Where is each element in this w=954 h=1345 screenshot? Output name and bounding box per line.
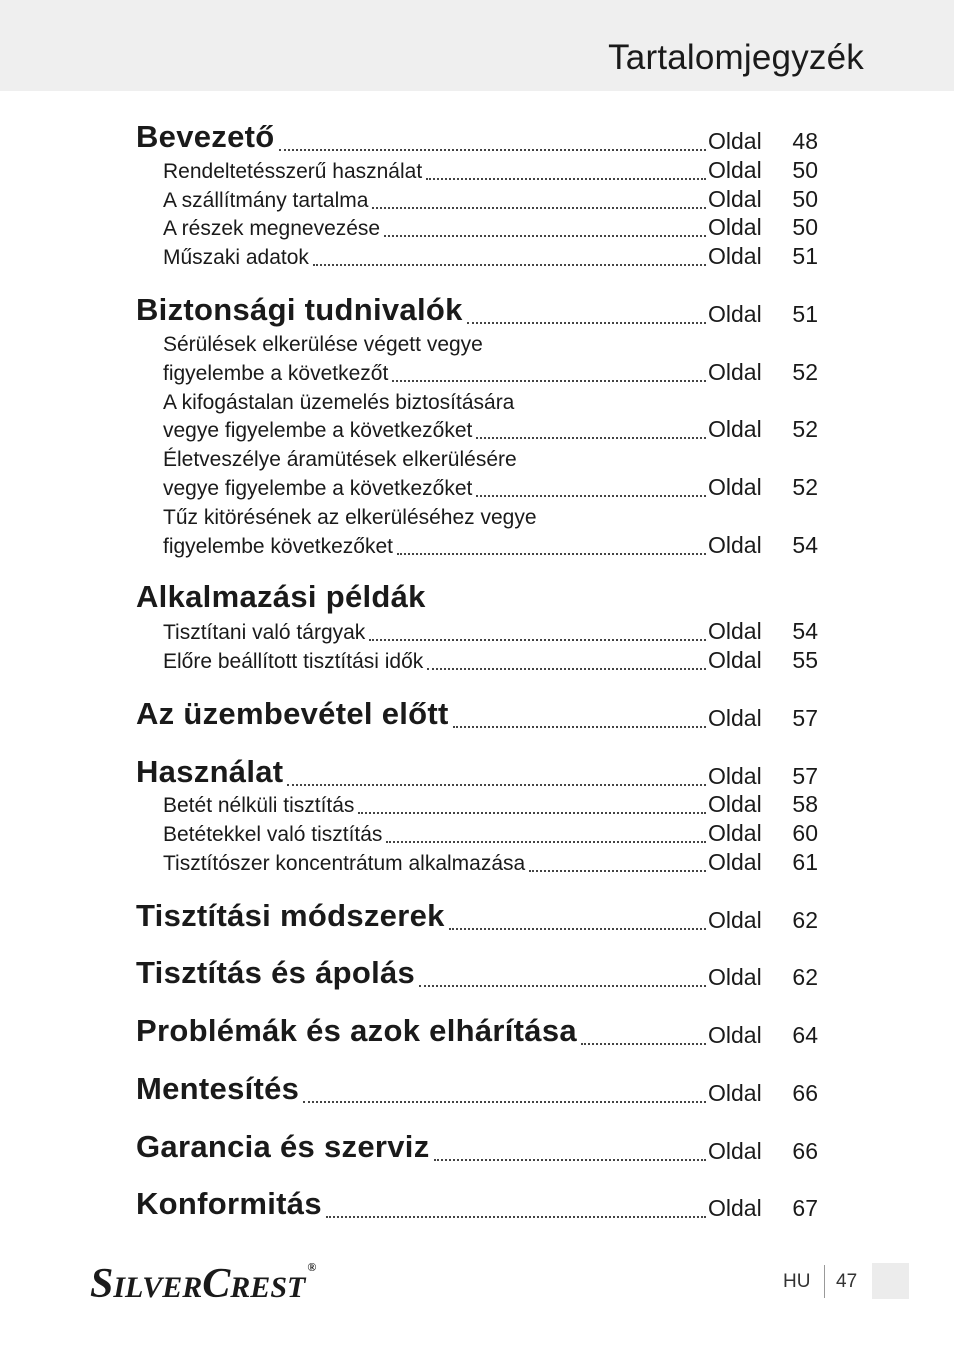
brand-logo: SILVERCREST® bbox=[90, 1260, 317, 1307]
dot-leader bbox=[476, 495, 706, 497]
page-prefix: Oldal bbox=[708, 1195, 762, 1221]
toc-entry-label: Műszaki adatok bbox=[163, 246, 309, 269]
dot-leader bbox=[467, 322, 706, 324]
toc-entry-label: figyelembe következőket bbox=[163, 535, 393, 558]
page-prefix: Oldal bbox=[708, 618, 762, 644]
toc-entry-label: A szállítmány tartalma bbox=[163, 189, 369, 212]
dot-leader bbox=[426, 178, 706, 180]
page-ref: 48 bbox=[792, 128, 818, 154]
dot-leader bbox=[369, 639, 706, 641]
dot-leader bbox=[392, 380, 706, 382]
page-ref: 57 bbox=[792, 763, 818, 789]
dot-leader bbox=[453, 726, 706, 728]
toc-entry-row bbox=[0, 615, 954, 645]
toc-entry-row bbox=[0, 529, 954, 559]
toc-entry-label: vegye figyelembe a következőket bbox=[163, 419, 473, 442]
page-number: 47 bbox=[836, 1271, 858, 1292]
toc-entry-label: vegye figyelembe a következőket bbox=[163, 477, 473, 500]
toc-heading-row bbox=[0, 1071, 954, 1107]
toc-heading-row bbox=[0, 119, 954, 155]
toc-entry-row bbox=[0, 327, 954, 357]
toc-heading-row bbox=[0, 1186, 954, 1222]
toc-heading-row bbox=[0, 1129, 954, 1165]
toc-entry-label: Rendeltetésszerű használat bbox=[163, 160, 423, 183]
page-ref: 64 bbox=[792, 1022, 818, 1048]
toc-entry-row bbox=[0, 413, 954, 443]
page-prefix: Oldal bbox=[708, 359, 762, 385]
page-ref: 60 bbox=[792, 820, 818, 846]
toc-heading-row bbox=[0, 955, 954, 991]
toc-entry-row bbox=[0, 385, 954, 415]
toc-heading-label: Tisztítási módszerek bbox=[136, 898, 445, 933]
toc-entry-label: A részek megnevezése bbox=[163, 217, 381, 240]
page-prefix: Oldal bbox=[708, 763, 762, 789]
toc-heading-label: Alkalmazási példák bbox=[136, 579, 426, 614]
page-ref: 54 bbox=[792, 618, 818, 644]
page-prefix: Oldal bbox=[708, 1138, 762, 1164]
dot-leader bbox=[434, 1159, 706, 1161]
dot-leader bbox=[326, 1216, 706, 1218]
dot-leader bbox=[279, 149, 706, 151]
page-title: Tartalomjegyzék bbox=[608, 38, 864, 77]
page-ref: 52 bbox=[792, 416, 818, 442]
page-prefix: Oldal bbox=[708, 1022, 762, 1048]
toc-heading-label: Használat bbox=[136, 754, 284, 789]
dot-leader bbox=[287, 784, 706, 786]
toc-heading-row bbox=[0, 898, 954, 934]
page-ref: 51 bbox=[792, 301, 818, 327]
page-prefix: Oldal bbox=[708, 849, 762, 875]
toc-entry-label: figyelembe a következőt bbox=[163, 362, 389, 385]
dot-leader bbox=[419, 985, 706, 987]
toc-entry-label: Előre beállított tisztítási idők bbox=[163, 650, 424, 673]
dot-leader bbox=[427, 668, 706, 670]
toc-entry-row bbox=[0, 442, 954, 472]
page-prefix: Oldal bbox=[708, 820, 762, 846]
toc-entry-row bbox=[0, 211, 954, 241]
toc-entry-label: Tisztítószer koncentrátum alkalmazása bbox=[163, 852, 526, 875]
language-code: HU bbox=[783, 1271, 811, 1292]
toc-heading-row bbox=[0, 1013, 954, 1049]
dot-leader bbox=[449, 928, 706, 930]
toc-heading-row bbox=[0, 579, 954, 615]
page-ref: 61 bbox=[792, 849, 818, 875]
page-ref: 52 bbox=[792, 359, 818, 385]
page-prefix: Oldal bbox=[708, 214, 762, 240]
toc-entry-label: Életveszélye áramütések elkerülésére bbox=[163, 448, 517, 471]
page-ref: 51 bbox=[792, 243, 818, 269]
toc-entry-row bbox=[0, 817, 954, 847]
page-ref: 67 bbox=[792, 1195, 818, 1221]
dot-leader bbox=[358, 812, 706, 814]
toc-entry-label: Tisztítani való tárgyak bbox=[163, 621, 366, 644]
page-ref: 52 bbox=[792, 474, 818, 500]
toc-heading-label: Bevezető bbox=[136, 119, 275, 154]
page-prefix: Oldal bbox=[708, 907, 762, 933]
page-prefix: Oldal bbox=[708, 964, 762, 990]
page-prefix: Oldal bbox=[708, 647, 762, 673]
page-tab-marker bbox=[872, 1263, 909, 1299]
toc-entry-row bbox=[0, 471, 954, 501]
toc-entry-row bbox=[0, 644, 954, 674]
toc-heading-label: Tisztítás és ápolás bbox=[136, 955, 416, 990]
toc-entry-label: Tűz kitörésének az elkerüléséhez vegye bbox=[163, 506, 537, 529]
page-ref: 55 bbox=[792, 647, 818, 673]
page-ref: 66 bbox=[792, 1080, 818, 1106]
dot-leader bbox=[313, 264, 706, 266]
toc-heading-label: Az üzembevétel előtt bbox=[136, 696, 449, 731]
toc-entry-label: Betét nélküli tisztítás bbox=[163, 794, 355, 817]
dot-leader bbox=[303, 1101, 706, 1103]
toc-entry-row bbox=[0, 846, 954, 876]
toc-heading-label: Konformitás bbox=[136, 1186, 322, 1221]
page-prefix: Oldal bbox=[708, 301, 762, 327]
page-ref: 57 bbox=[792, 705, 818, 731]
toc-heading-label: Biztonsági tudnivalók bbox=[136, 292, 463, 327]
page-ref: 58 bbox=[792, 791, 818, 817]
toc-heading-row bbox=[0, 754, 954, 790]
toc-entry-row bbox=[0, 154, 954, 184]
toc-entry-row bbox=[0, 500, 954, 530]
page-ref: 62 bbox=[792, 964, 818, 990]
toc-entry-label: Sérülések elkerülése végett vegye bbox=[163, 333, 483, 356]
page-prefix: Oldal bbox=[708, 705, 762, 731]
page-prefix: Oldal bbox=[708, 157, 762, 183]
page-ref: 62 bbox=[792, 907, 818, 933]
page-prefix: Oldal bbox=[708, 243, 762, 269]
page-prefix: Oldal bbox=[708, 532, 762, 558]
dot-leader bbox=[386, 841, 706, 843]
page-prefix: Oldal bbox=[708, 474, 762, 500]
toc-heading-row bbox=[0, 292, 954, 328]
page-prefix: Oldal bbox=[708, 416, 762, 442]
page-ref: 50 bbox=[792, 214, 818, 240]
toc-entry-row bbox=[0, 356, 954, 386]
toc-heading-label: Garancia és szerviz bbox=[136, 1129, 430, 1164]
page-ref: 50 bbox=[792, 186, 818, 212]
page-prefix: Oldal bbox=[708, 186, 762, 212]
page-prefix: Oldal bbox=[708, 128, 762, 154]
page-ref: 54 bbox=[792, 532, 818, 558]
toc-heading-label: Problémák és azok elhárítása bbox=[136, 1013, 577, 1048]
toc-heading-row bbox=[0, 696, 954, 732]
dot-leader bbox=[397, 553, 706, 555]
toc-entry-row bbox=[0, 183, 954, 213]
page-ref: 66 bbox=[792, 1138, 818, 1164]
dot-leader bbox=[529, 870, 706, 872]
page-prefix: Oldal bbox=[708, 791, 762, 817]
toc-entry-label: Betétekkel való tisztítás bbox=[163, 823, 383, 846]
toc-heading-label: Mentesítés bbox=[136, 1071, 300, 1106]
dot-leader bbox=[384, 235, 706, 237]
toc-entry-label: A kifogástalan üzemelés biztosítására bbox=[163, 391, 515, 414]
footer-divider bbox=[824, 1265, 825, 1298]
dot-leader bbox=[476, 437, 706, 439]
toc-entry-row bbox=[0, 788, 954, 818]
dot-leader bbox=[372, 207, 706, 209]
toc-entry-row bbox=[0, 240, 954, 270]
page-ref: 50 bbox=[792, 157, 818, 183]
dot-leader bbox=[581, 1043, 706, 1045]
page-prefix: Oldal bbox=[708, 1080, 762, 1106]
